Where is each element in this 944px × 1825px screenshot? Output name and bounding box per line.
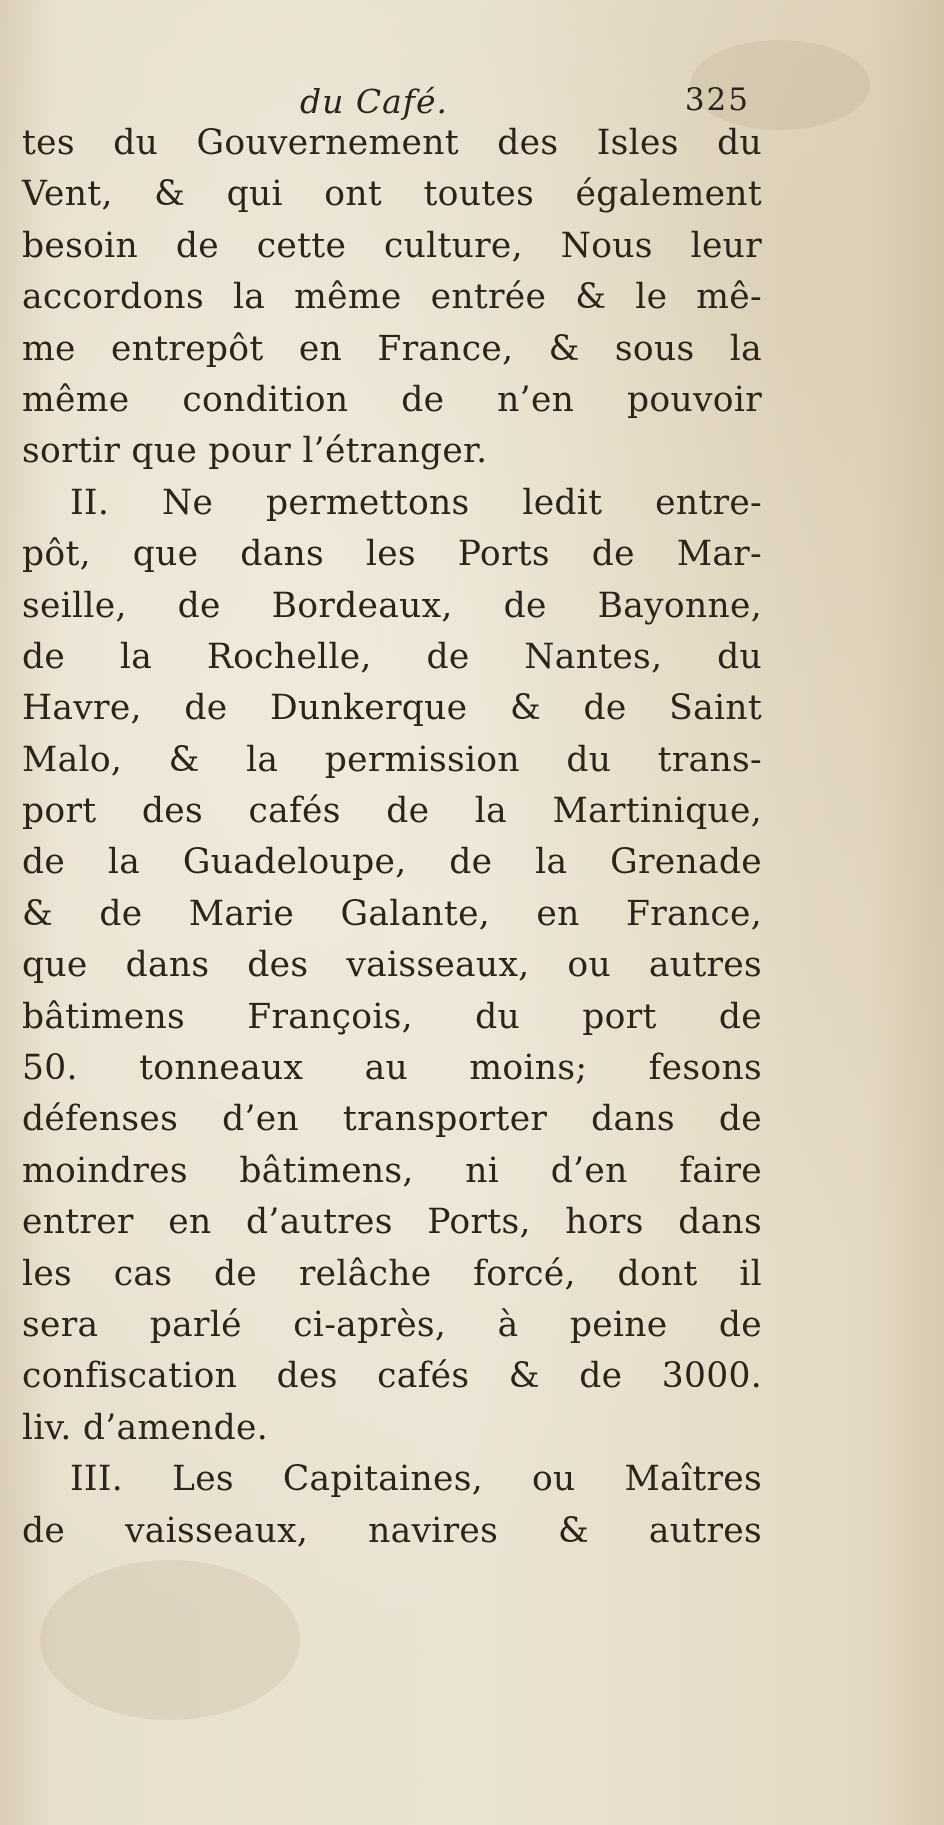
article-heading-line: II. Ne permettons ledit entre- — [70, 482, 762, 523]
text-line: même condition de n’en pouvoir — [22, 379, 762, 420]
text-line: que dans des vaisseaux, ou autres — [22, 945, 762, 986]
text-line: les cas de relâche forcé, dont il — [22, 1253, 762, 1294]
running-title: du Café. — [300, 82, 449, 121]
paper-stain — [40, 1560, 300, 1720]
text-line: sortir que pour l’étranger. — [22, 431, 488, 472]
body-text — [22, 118, 762, 1557]
text-line: port des cafés de la Martinique, — [22, 791, 762, 832]
text-line: Malo, & la permission du trans- — [22, 739, 762, 780]
text-line: seille, de Bordeaux, de Bayonne, — [22, 585, 762, 626]
text-line: entrer en d’autres Ports, hors dans — [22, 1202, 762, 1243]
text-line: de la Rochelle, de Nantes, du — [22, 636, 762, 677]
page-number: 325 — [684, 82, 750, 118]
text-line: liv. d’amende. — [22, 1407, 269, 1448]
page-header — [290, 82, 750, 122]
text-line: & de Marie Galante, en France, — [22, 893, 762, 934]
text-line: de la Guadeloupe, de la Grenade — [22, 842, 762, 883]
text-line: Vent, & qui ont toutes également — [22, 174, 762, 215]
text-line: tes du Gouvernement des Isles du — [22, 123, 762, 163]
text-line: 50. tonneaux au moins; fesons — [22, 1048, 762, 1089]
text-line: besoin de cette culture, Nous leur — [22, 225, 762, 266]
text-line: de vaisseaux, navires & autres — [22, 1510, 762, 1551]
text-line: me entrepôt en France, & sous la — [22, 328, 762, 369]
text-line: Havre, de Dunkerque & de Saint — [22, 688, 762, 729]
text-line: bâtimens François, du port de — [22, 996, 762, 1037]
text-line: défenses d’en transporter dans de — [22, 1099, 762, 1140]
text-line: accordons la même entrée & le mê- — [22, 277, 762, 318]
article-heading-line: III. Les Capitaines, ou Maîtres — [70, 1459, 762, 1500]
text-line: moindres bâtimens, ni d’en faire — [22, 1150, 762, 1191]
text-line: confiscation des cafés & de 3000. — [22, 1356, 762, 1397]
text-line: pôt, que dans les Ports de Mar- — [22, 534, 762, 575]
text-line: sera parlé ci-après, à peine de — [22, 1304, 762, 1345]
